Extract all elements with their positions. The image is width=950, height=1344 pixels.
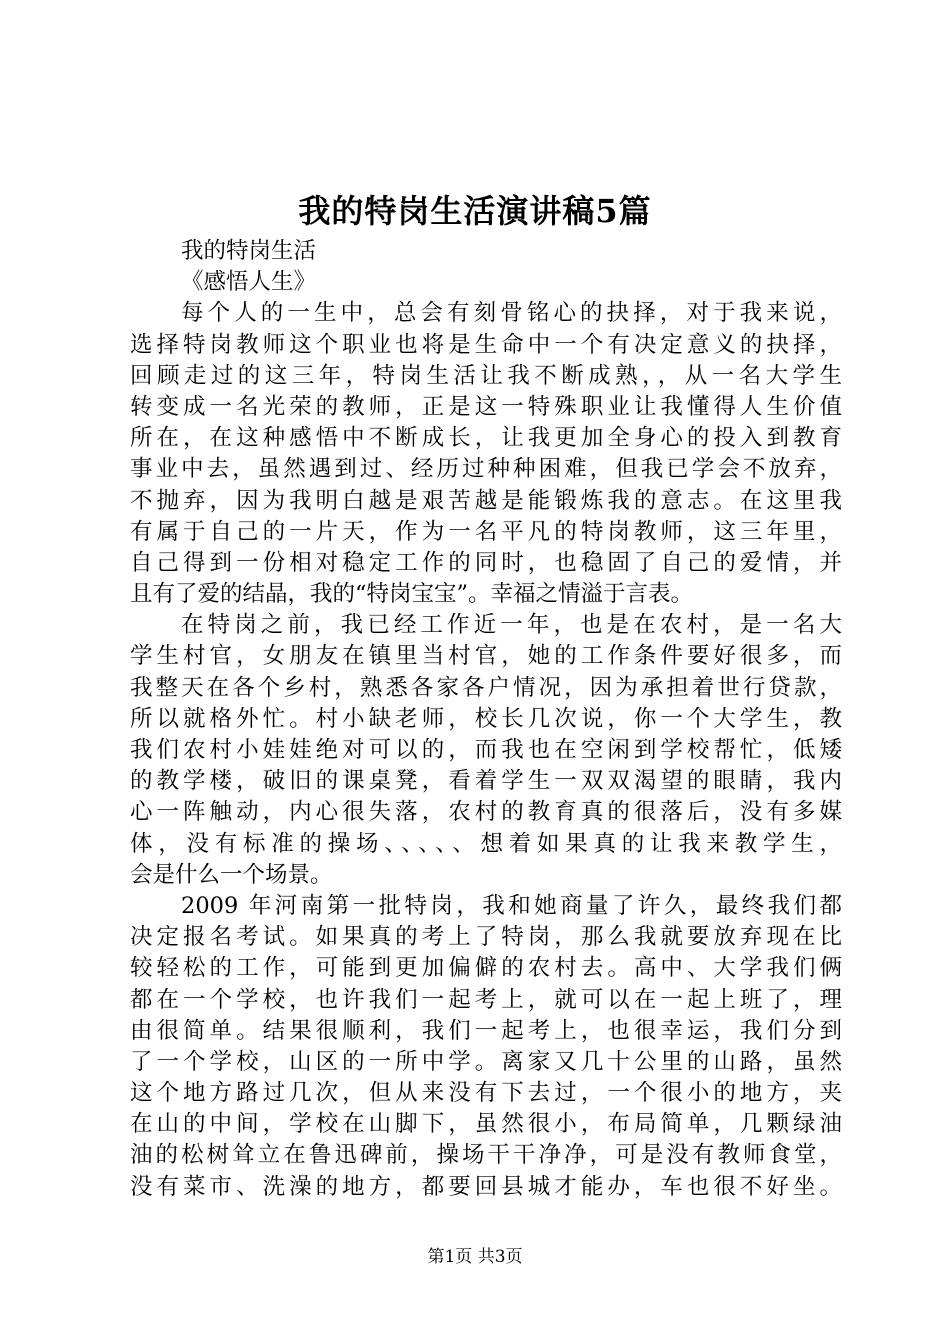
text-line: 的教学楼，破旧的课桌凳，看着学生一双双渴望的眼睛，我内 [130, 768, 842, 795]
text-line: 我整天在各个乡村，熟悉各家各户情况，因为承担着世行贷款， [130, 674, 842, 701]
text-line: 没有菜市、洗澡的地方，都要回县城才能办，车也很不好坐。 [130, 1173, 842, 1200]
text-line: 所以就格外忙。村小缺老师，校长几次说，你一个大学生，教 [130, 705, 842, 732]
text-line: 有属于自己的一片天，作为一名平凡的特岗教师，这三年里， [130, 518, 842, 545]
text-line: 回顾走过的这三年，特岗生活让我不断成熟，，从一名大学生 [130, 362, 842, 389]
text-line: 且有了爱的结晶，我的“特岗宝宝”。幸福之情溢于言表。 [130, 581, 694, 608]
document-body [130, 236, 842, 1203]
text-line: 我们农村小娃娃绝对可以的，而我也在空闲到学校帮忙，低矮 [130, 737, 842, 763]
text-line: 转变成一名光荣的教师，正是这一特殊职业让我懂得人生价值 [130, 393, 842, 420]
text-line: 会是什么一个场景。 [130, 861, 333, 888]
text-line: 《感悟人生》 [181, 269, 317, 296]
text-line: 选择特岗教师这个职业也将是生命中一个有决定意义的抉择， [130, 331, 842, 358]
text-line: 每个人的一生中，总会有刻骨铭心的抉择，对于我来说， [181, 300, 842, 327]
text-line: 油的松树耸立在鲁迅碑前，操场干干净净，可是没有教师食堂， [130, 1142, 842, 1169]
text-line: 事业中去，虽然遇到过、经历过种种困难，但我已学会不放弃， [130, 456, 842, 483]
text-line: 学生村官，女朋友在镇里当村官，她的工作条件要好很多，而 [130, 643, 842, 670]
document-title: 我的特岗生活演讲稿5篇 [298, 192, 652, 230]
text-line: 体，没有标准的操场、、、、、想着如果真的让我来教学生， [130, 830, 842, 857]
text-line: 都在一个学校，也许我们一起考上，就可以在一起上班了，理 [130, 986, 842, 1013]
text-line: 决定报名考试。如果真的考上了特岗，那么我就要放弃现在比 [130, 924, 842, 951]
text-line: 所在，在这种感悟中不断成长，让我更加全身心的投入到教育 [130, 425, 842, 452]
page-footer: 第1页 共3页 [427, 1247, 523, 1267]
text-line: 由很简单。结果很顺利，我们一起考上，也很幸运，我们分到 [130, 1017, 842, 1044]
text-line: 在特岗之前，我已经工作近一年，也是在农村，是一名大 [181, 612, 842, 639]
text-line: 在山的中间，学校在山脚下，虽然很小，布局简单，几颗绿油 [130, 1111, 842, 1138]
text-line: 这个地方路过几次，但从来没有下去过，一个很小的地方，夹 [130, 1080, 842, 1107]
text-line: 了一个学校，山区的一所中学。离家又几十公里的山路，虽然 [130, 1048, 842, 1075]
text-line: 心一阵触动，内心很失落，农村的教育真的很落后，没有多媒 [130, 799, 842, 826]
text-line: 自己得到一份相对稳定工作的同时，也稳固了自己的爱情，并 [130, 549, 842, 576]
text-line: 我的特岗生活 [181, 238, 317, 264]
text-line: 不抛弃，因为我明白越是艰苦越是能锻炼我的意志。在这里我 [130, 487, 842, 514]
text-line: 2009 年河南第一批特岗，我和她商量了许久，最终我们都 [181, 892, 842, 919]
text-line: 较轻松的工作，可能到更加偏僻的农村去。高中、大学我们俩 [130, 955, 842, 982]
